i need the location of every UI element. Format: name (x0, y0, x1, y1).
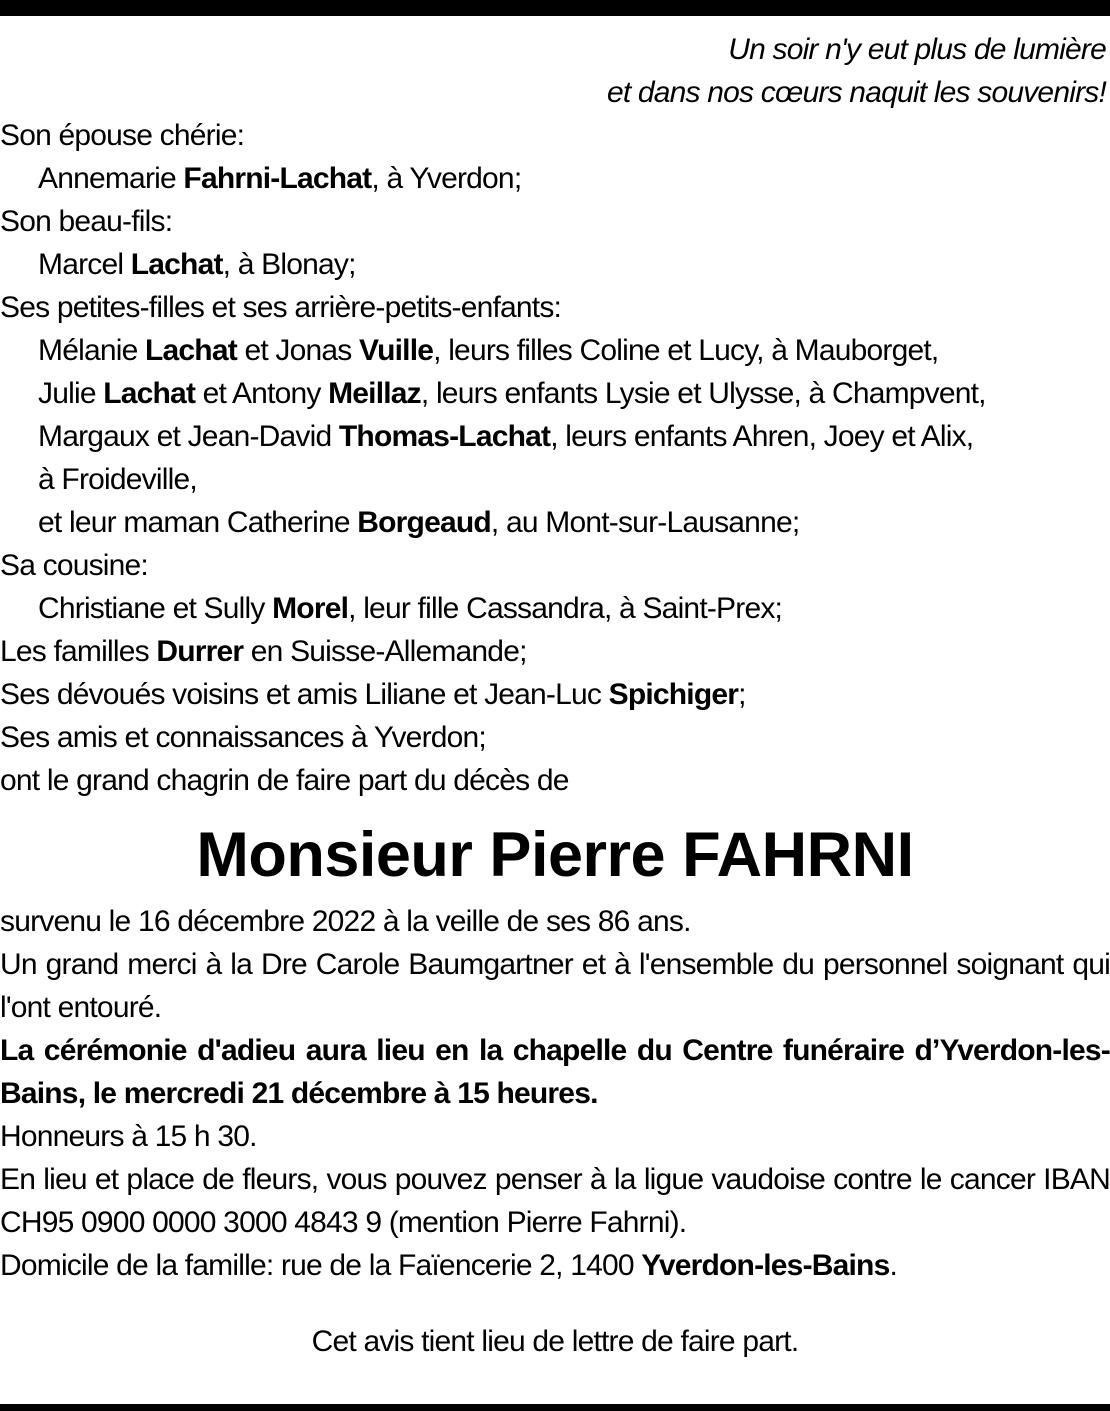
date-of-death: survenu le 16 décembre 2022 à la veille de ses 86 ans. (0, 905, 691, 938)
death-notice (0, 28, 1110, 1363)
domicile-line: Domicile de la famille: rue de la Faïencerie 2, 1400 Yverdon-les-Bains. (0, 1249, 897, 1282)
families-entry: Les familles Durrer en Suisse-Allemande; (0, 635, 527, 668)
friends-entry: Ses amis et connaissances à Yverdon; (0, 721, 486, 754)
grandchild-entry-1: Mélanie Lachat et Jonas Vuille, leurs filles Coline et Lucy, à Mauborget, (38, 334, 939, 367)
grandchild-entry-4: et leur maman Catherine Borgeaud, au Mont-sur-Lausanne; (38, 506, 800, 539)
deceased-name: Monsieur Pierre FAHRNI (196, 820, 914, 890)
spouse-entry: Annemarie Fahrni-Lachat, à Yverdon; (38, 162, 522, 195)
honours-line: Honneurs à 15 h 30. (0, 1120, 257, 1153)
donation-paragraph: En lieu et place de fleurs, vous pouvez penser à la ligue vaudoise contre le cancer IBAN CH95 0900 0000 3000 4843 9 (mention Pierre Fahrni). (0, 1163, 1110, 1239)
ceremony-paragraph: La cérémonie d'adieu aura lieu en la chapelle du Centre funéraire d’Yverdon-les-Bains, le mercredi 21 décembre à 15 heures. (0, 1034, 1110, 1110)
top-rule (0, 0, 1110, 16)
epigraph-line-2: et dans nos cœurs naquit les souvenirs! (606, 76, 1106, 109)
epigraph (0, 28, 1110, 114)
grandchild-entry-3: Margaux et Jean-David Thomas-Lachat, leurs enfants Ahren, Joey et Alix, (38, 420, 974, 453)
grandchildren-heading: Ses petites-filles et ses arrière-petits-enfants: (0, 291, 562, 324)
grandchild-entry-3-continued: à Froideville, (38, 463, 197, 496)
closing-line: Cet avis tient lieu de lettre de faire part. (311, 1325, 799, 1358)
stepson-heading: Son beau-fils: (0, 205, 173, 238)
epigraph-line-1: Un soir n'y eut plus de lumière (728, 33, 1106, 66)
cousin-heading: Sa cousine: (0, 549, 148, 582)
neighbours-entry: Ses dévoués voisins et amis Liliane et Jean-Luc Spichiger; (0, 678, 746, 711)
announcement-line: ont le grand chagrin de faire part du décès de (0, 764, 569, 797)
bottom-rule (0, 1404, 1110, 1411)
thanks-paragraph: Un grand merci à la Dre Carole Baumgartner et à l'ensemble du personnel soignant qui l'ont entouré. (0, 948, 1110, 1024)
spouse-heading: Son épouse chérie: (0, 119, 245, 152)
grandchild-entry-2: Julie Lachat et Antony Meillaz, leurs enfants Lysie et Ulysse, à Champvent, (38, 377, 986, 410)
stepson-entry: Marcel Lachat, à Blonay; (38, 248, 356, 281)
cousin-entry: Christiane et Sully Morel, leur fille Cassandra, à Saint-Prex; (38, 592, 783, 625)
